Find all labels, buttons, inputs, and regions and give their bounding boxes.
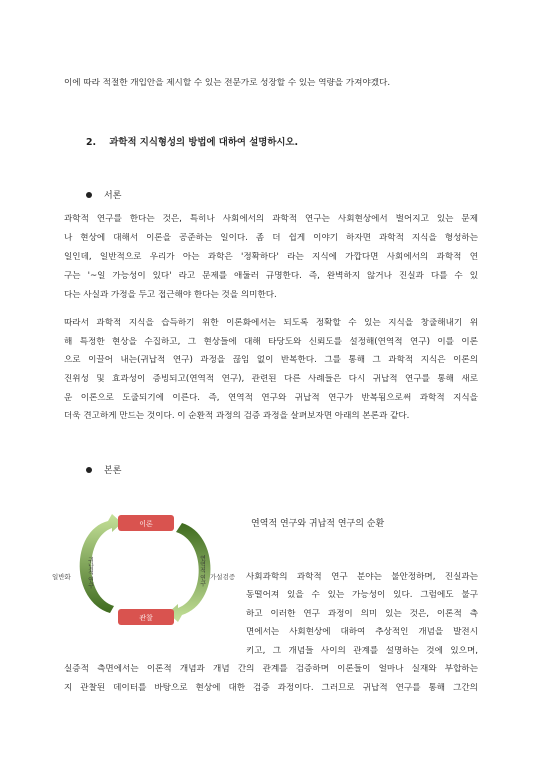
intro-line: 이에 따라 적절한 개입안을 제시할 수 있는 전문가로 성장할 수 있는 역량을 가져야겠다. bbox=[64, 78, 391, 88]
bullet-intro-label: 서론 bbox=[104, 191, 122, 201]
bullet-dot-icon bbox=[86, 467, 92, 473]
paragraph-line: 일인데, 일반적으로 우리가 아는 과학은 '정확하다' 라는 지식에 가깝다면 사회에서의 과학적 연 bbox=[64, 252, 478, 262]
section-heading bbox=[86, 134, 298, 148]
paragraph-line: 동떨어져 있을 수 있는 가능성이 있다. 그럼에도 불구 bbox=[246, 590, 478, 600]
paragraph-line: 더욱 견고하게 만드는 것이다. 이 순환적 과정의 검증 과정을 살펴보자면 아래의 본론과 같다. bbox=[64, 411, 410, 421]
bullet-dot-icon bbox=[86, 192, 92, 198]
section-number: 2. bbox=[86, 137, 97, 148]
paragraph-line: 키고, 그 개념들 사이의 관계를 설명하는 것에 있으며, bbox=[246, 646, 478, 656]
paragraph-line: 사회과학의 과학적 연구 분야는 불안정하며, 진실과는 bbox=[246, 572, 478, 582]
paragraph-line: 구는 '~일 가능성이 있다' 라고 문제를 애둘러 규명한다. 즉, 완벽하지 않거나 진실과 다를 수 있 bbox=[64, 271, 478, 281]
paragraph-line: 지 관찰된 데이터를 바탕으로 현상에 대한 검증 과정이다. 그러므로 귀납적 연구를 통해 그간의 bbox=[64, 683, 478, 693]
paragraph-line: 해 특정한 현상을 수집하고, 그 현상들에 대해 타당도와 신뢰도를 설정해(연역적 연구) 이를 이론 bbox=[64, 337, 478, 347]
paragraph-line: 면에서는 사회현상에 대하여 추상적인 개념을 발전시 bbox=[246, 627, 478, 637]
paragraph-line: 실증적 측면에서는 이론적 개념과 개념 간의 관계를 검증하며 이론들이 얼마나 실재와 부합하는 bbox=[64, 664, 478, 674]
paragraph-line: 따라서 과학적 지식을 습득하기 위한 이론화에서는 되도록 정확할 수 있는 지식을 창출해내기 위 bbox=[64, 318, 478, 328]
node-observation: 관찰 bbox=[139, 614, 153, 622]
paragraph-line: 과학적 연구를 한다는 것은, 특히나 사회에서의 과학적 연구는 사회현상에서 벌어지고 있는 문제 bbox=[64, 214, 478, 224]
paragraph-line: 운 이론으로 도출되기에 이른다. 즉, 연역적 연구와 귀납적 연구가 반복됨으로써 과학적 지식을 bbox=[64, 393, 478, 403]
paragraph-line: 진위성 및 효과성이 증빙되고(연역적 연구), 관련된 다른 사례들은 다시 귀납적 연구를 통해 새로 bbox=[64, 374, 478, 384]
paragraph-line: 나 현상에 대해서 이론을 공준하는 일이다. 좀 더 쉽게 이야기 하자면 과학적 지식을 형성하는 bbox=[64, 233, 478, 243]
node-theory: 이론 bbox=[139, 520, 153, 528]
cycle-diagram bbox=[50, 505, 240, 635]
bullet-body bbox=[86, 463, 121, 476]
diagram-caption: 연역적 연구와 귀납적 연구의 순환 bbox=[251, 519, 385, 529]
paragraph-line: 하고 이러한 연구 과정이 의미 있는 것은, 이론적 측 bbox=[246, 609, 478, 619]
bullet-body-label: 본론 bbox=[104, 466, 122, 476]
right-arrow-label: 연역적 연구 bbox=[198, 555, 206, 587]
paragraph-line: 으로 이끌어 내는(귀납적 연구) 과정을 끊임 없이 반복한다. 그를 통해 그 과학적 지식은 이론의 bbox=[64, 355, 478, 365]
bullet-intro bbox=[86, 188, 121, 201]
paragraph-line: 다는 사실과 가정을 두고 접근해야 한다는 것을 의미한다. bbox=[64, 290, 277, 300]
right-side-label: 가설검증 bbox=[210, 573, 236, 581]
section-title: 과학적 지식형성의 방법에 대하여 설명하시오. bbox=[109, 137, 299, 148]
left-side-label: 일반화 bbox=[52, 573, 71, 581]
left-arrow-label: 귀납적 연구 bbox=[86, 557, 94, 589]
